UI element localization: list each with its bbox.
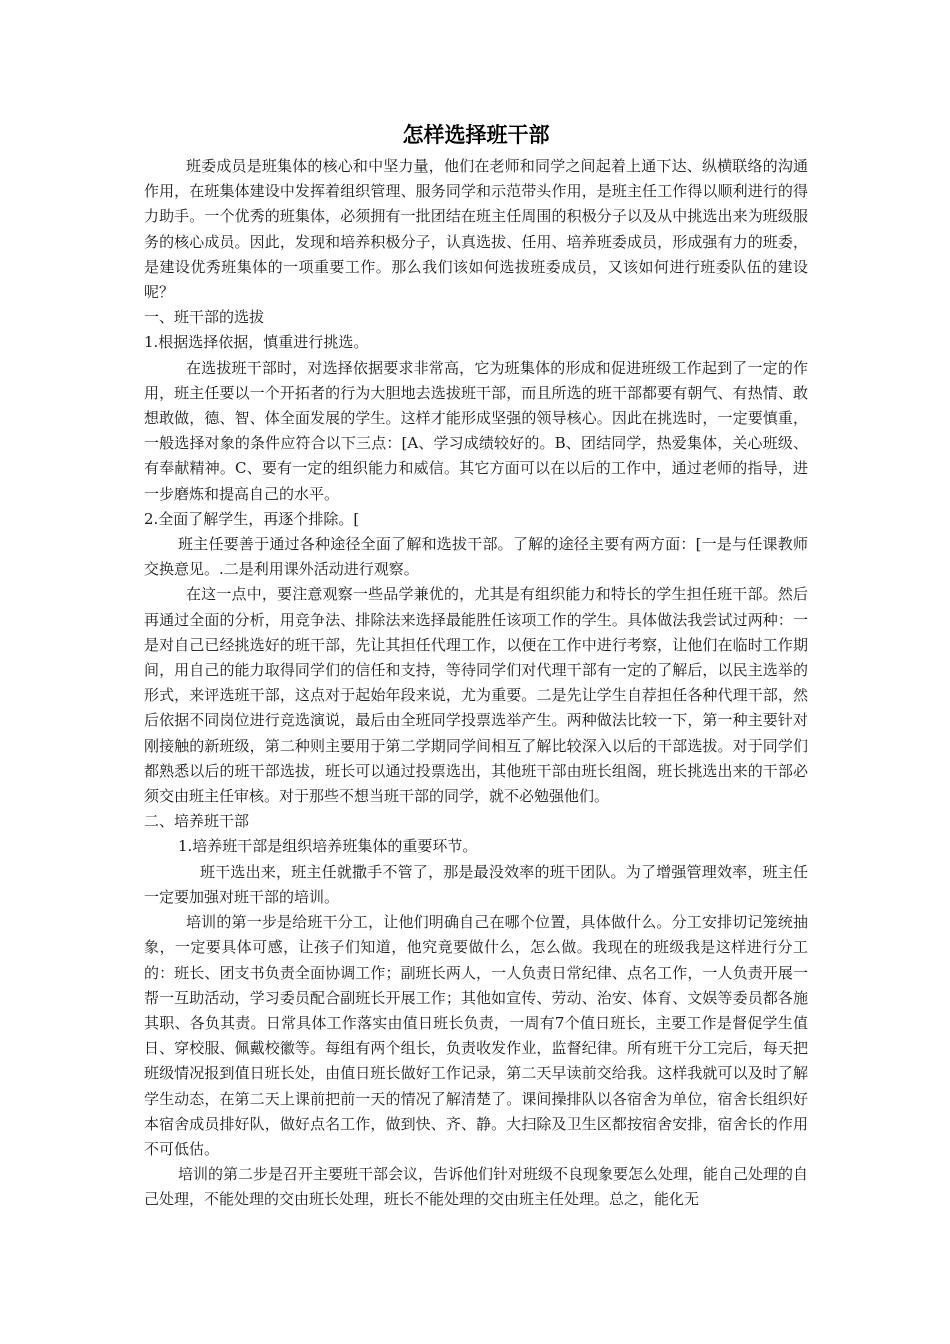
body-paragraph: 班干选出来，班主任就撒手不管了，那是最没效率的班干团队。为了增强管理效率，班主任一定要加强对班干部的培训。 (144, 862, 808, 906)
body-paragraph: 班委成员是班集体的核心和中坚力量，他们在老师和同学之间起着上通下达、纵横联络的沟通作用，在班集体建设中发挥着组织管理、服务同学和示范带头作用，是班主任工作得以顺利进行的得力助手。一个优秀的班集体，必须拥有一批团结在班主任周围的积极分子以及从中挑选出来为班级服务的核心成员。因此，发现和培养积极分子，认真选拔、任用、培养班委成员，形成强有力的班委，是建设优秀班集体的一项重要工作。那么我们该如何选拔班委成员，又该如何进行班委队伍的建设呢？ (144, 157, 808, 302)
document-body (144, 154, 808, 1213)
section-heading: 1.培养班干部是组织培养班集体的重要环节。 (178, 837, 478, 856)
section-heading: 1.根据选择依据，慎重进行挑选。 (144, 333, 369, 352)
document-page (144, 120, 808, 1213)
section-heading: 2.全面了解学生，再逐个排除。[ (144, 509, 360, 528)
body-paragraph: 班主任要善于通过各种途径全面了解和选拔干部。了解的途径主要有两方面：[一是与任课教师交换意见。.二是利用课外活动进行观察。 (144, 535, 808, 579)
body-paragraph: 培训的第一步是给班干分工，让他们明确自己在哪个位置，具体做什么。分工安排切记笼统抽象，一定要具体可感，让孩子们知道，他究竟要做什么，怎么做。我现在的班级我是这样进行分工的：班长、团支书负责全面协调工作；副班长两人，一人负责日常纪律、点名工作，一人负责开展一帮一互助活动，学习委员配合副班长开展工作；其他如宣传、劳动、治安、体育、文娱等委员都各施其职、各负其责。日常具体工作落实由值日班长负责，一周有7个值日班长，主要工作是督促学生值日、穿校服、佩戴校徽等。每组有两个组长，负责收发作业，监督纪律。所有班干分工完后，每天把班级情况报到值日班长处，由值日班长做好工作记录，第二天早读前交给我。这样我就可以及时了解学生动态，在第二天上课前把前一天的情况了解清楚了。课间操排队以各宿舍为单位，宿舍长组织好本宿舍成员排好队，做好点名工作，做到快、齐、静。大扫除及卫生区都按宿舍安排，宿舍长的作用不可低估。 (144, 913, 808, 1158)
body-paragraph: 在这一点中，要注意观察一些品学兼优的，尤其是有组织能力和特长的学生担任班干部。然后再通过全面的分析，用竞争法、排除法来选择最能胜任该项工作的学生。具体做法我尝试过两种：一是对自己已经挑选好的班干部，先让其担任代理工作，以便在工作中进行考察，让他们在临时工作期间，用自己的能力取得同学们的信任和支持，等待同学们对代理干部有一定的了解后，以民主选举的形式，来评选班干部，这点对于起始年段来说，尤为重要。二是先让学生自荐担任各种代理干部，然后依据不同岗位进行竞选演说，最后由全班同学投票选举产生。两种做法比较一下，第一种主要针对刚接触的新班级，第二种则主要用于第二学期同学间相互了解比较深入以后的干部选拔。对于同学们都熟悉以后的班干部选拔，班长可以通过投票选出，其他班干部由班长组阁，班长挑选出来的干部必须交由班主任审核。对于那些不想当班干部的同学，就不必勉强他们。 (144, 585, 808, 806)
section-heading: 二、培养班干部 (144, 812, 250, 831)
document-title: 怎样选择班干部 (402, 123, 550, 147)
body-paragraph: 在选拔班干部时，对选择依据要求非常高，它为班集体的形成和促进班级工作起到了一定的作用，班主任要以一个开拓者的行为大胆地去选拔班干部，而且所选的班干部都要有朝气、有热情、敢想敢做，德、智、体全面发展的学生。这样才能形成坚强的领导核心。因此在挑选时，一定要慎重，一般选择对象的条件应符合以下三点：[A、学习成绩较好的。B、团结同学，热爱集体，关心班级、有奉献精神。C、要有一定的组织能力和威信。其它方面可以在以后的工作中，通过老师的指导，进一步磨炼和提高自己的水平。 (144, 358, 808, 503)
section-heading: 一、班干部的选拔 (144, 308, 265, 327)
body-paragraph: 培训的第二步是召开主要班干部会议，告诉他们针对班级不良现象要怎么处理，能自己处理的自己处理，不能处理的交由班长处理，班长不能处理的交由班主任处理。总之，能化无 (144, 1165, 809, 1209)
